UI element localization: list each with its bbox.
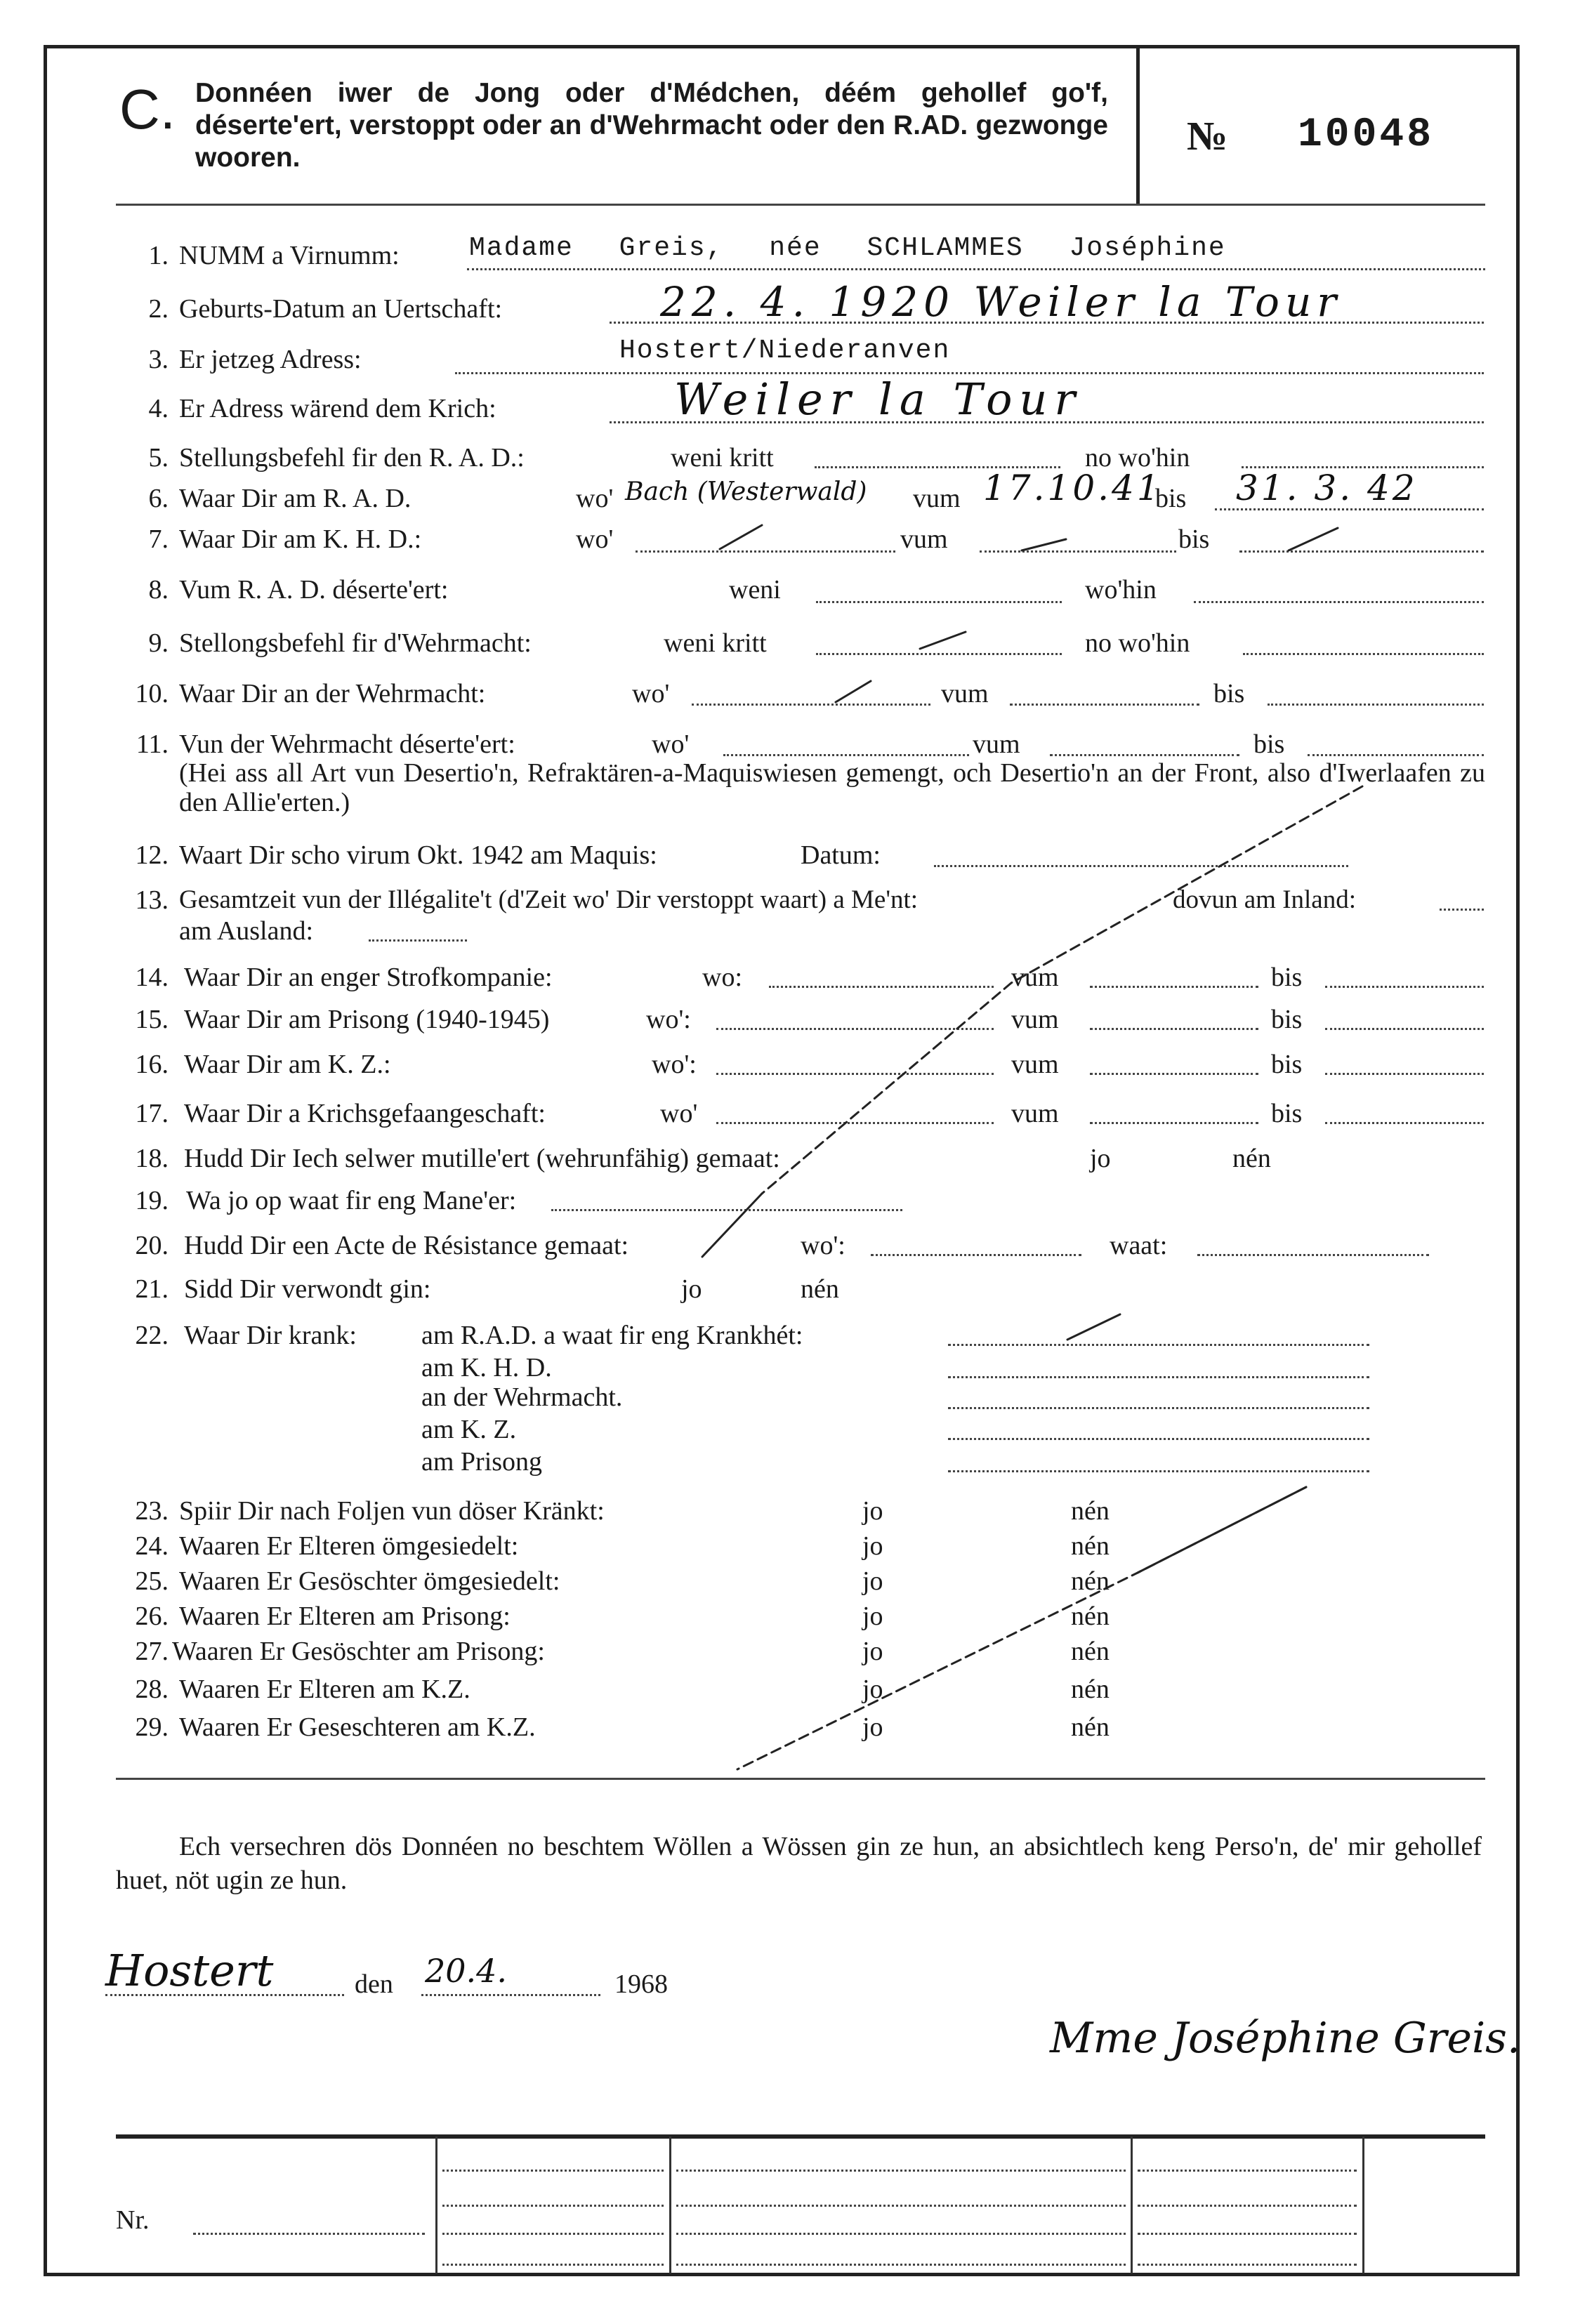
- option-no[interactable]: nén: [1071, 1496, 1110, 1526]
- field-label: Waar Dir an enger Strofkompanie:: [184, 963, 553, 992]
- field-number: 8.: [148, 575, 169, 605]
- field-label: Waaren Er Gesöschter am Prisong:: [172, 1637, 545, 1666]
- option-yes[interactable]: jo: [862, 1637, 883, 1666]
- field-label: Waar Dir krank:: [184, 1321, 357, 1350]
- sub-label: wo': [576, 524, 614, 554]
- option-no[interactable]: nén: [1071, 1637, 1110, 1666]
- field-label: Spiir Dir nach Foljen vun döser Kränkt:: [179, 1496, 605, 1526]
- field-label: Sidd Dir verwondt gin:: [184, 1274, 431, 1304]
- field-label: Waaren Er Elteren am Prisong:: [179, 1602, 511, 1631]
- signature[interactable]: Mme Joséphine Greis.: [1050, 2014, 1521, 2063]
- sub-label: am K. H. D.: [421, 1353, 552, 1382]
- sub-label: weni: [729, 575, 781, 605]
- field-label-address: Er jetzeg Adress:: [179, 345, 362, 374]
- signature-year: 1968: [614, 1969, 668, 1999]
- sub-label: vum: [941, 679, 989, 708]
- sub-label: wo':: [801, 1231, 845, 1260]
- sub-label: wo'hin: [1085, 575, 1157, 605]
- sub-label: dovun am Inland:: [1173, 885, 1357, 914]
- option-no[interactable]: nén: [1071, 1712, 1110, 1742]
- sub-label: bis: [1271, 1050, 1303, 1079]
- section-letter: C.: [119, 78, 176, 140]
- sub-label: wo': [576, 484, 614, 513]
- sub-label: vum: [1011, 963, 1059, 992]
- field-number: 24.: [135, 1531, 169, 1561]
- field-line: [676, 2205, 1126, 2207]
- field-number: 11.: [136, 729, 169, 759]
- sub-label: wo':: [646, 1005, 691, 1034]
- field-number: 23.: [135, 1496, 169, 1526]
- strike-line: [1138, 1487, 1306, 1573]
- sub-label: wo': [652, 729, 690, 759]
- field-label: Wa jo op waat fir eng Mane'er:: [186, 1186, 517, 1215]
- option-yes[interactable]: jo: [862, 1566, 883, 1596]
- sub-label: am R.A.D. a waat fir eng Krankhét:: [421, 1321, 803, 1350]
- sub-label: wo': [632, 679, 670, 708]
- field-label: Stellungsbefehl fir den R. A. D.:: [179, 443, 525, 473]
- den-label: den: [355, 1969, 393, 1999]
- sub-label: bis: [1213, 679, 1245, 708]
- field-label: Waaren Er Gesöschter ömgesiedelt:: [179, 1566, 560, 1596]
- option-yes[interactable]: jo: [681, 1274, 702, 1304]
- field-number: 10.: [135, 679, 169, 708]
- sub-label: wo': [660, 1099, 698, 1128]
- footer-divider: [435, 2137, 437, 2273]
- field-label: Waar Dir am Prisong (1940-1945): [184, 1005, 550, 1034]
- signature-date[interactable]: 20.4.: [425, 1952, 508, 1990]
- option-no[interactable]: nén: [801, 1274, 839, 1304]
- option-no[interactable]: nén: [1071, 1531, 1110, 1561]
- field-number: 7.: [148, 524, 169, 554]
- field-line: [442, 2170, 664, 2172]
- sub-label: vum: [1011, 1005, 1059, 1034]
- field-number: 19.: [135, 1186, 169, 1215]
- field-number: 20.: [135, 1231, 169, 1260]
- field-label: Waar Dir am R. A. D.: [179, 484, 412, 513]
- nr-label: Nr.: [116, 2205, 150, 2235]
- option-no[interactable]: nén: [1232, 1144, 1271, 1173]
- rad-from-value[interactable]: 17.10.41: [983, 468, 1162, 508]
- field-label: Waar Dir am K. Z.:: [184, 1050, 391, 1079]
- field-number: 3.: [148, 345, 169, 374]
- option-yes[interactable]: jo: [862, 1675, 883, 1704]
- strike-line: [702, 1194, 762, 1257]
- field-label: Vum R. A. D. déserte'ert:: [179, 575, 449, 605]
- sub-label: wo':: [652, 1050, 697, 1079]
- sub-label: weni kritt: [664, 628, 767, 658]
- footer-divider: [1362, 2137, 1364, 2273]
- option-no[interactable]: nén: [1071, 1602, 1110, 1631]
- field-line: [105, 1994, 344, 1996]
- field-number: 28.: [135, 1675, 169, 1704]
- sub-label: bis: [1271, 1005, 1303, 1034]
- field-line: [421, 1994, 600, 1996]
- strike-mark: [720, 525, 762, 549]
- form-number: 10048: [1298, 112, 1435, 158]
- footer-rule: [116, 2134, 1485, 2139]
- field-label: Hudd Dir een Acte de Résistance gemaat:: [184, 1231, 629, 1260]
- birth-value[interactable]: 22. 4. 1920 Weiler la Tour: [660, 278, 1343, 326]
- name-value[interactable]: Madame Greis, née SCHLAMMES Joséphine: [469, 233, 1226, 263]
- sub-label: vum: [973, 729, 1020, 759]
- field-number: 26.: [135, 1602, 169, 1631]
- sub-label: bis: [1178, 524, 1210, 554]
- sub-label: vum: [1011, 1099, 1059, 1128]
- footer-divider: [1131, 2137, 1133, 2273]
- strike-mark: [1289, 528, 1338, 550]
- field-number: 25.: [135, 1566, 169, 1596]
- field-label: Waaren Er Geseschteren am K.Z.: [179, 1712, 536, 1742]
- field-label: Waaren Er Elteren am K.Z.: [179, 1675, 470, 1704]
- field-label-war-address: Er Adress wärend dem Krich:: [179, 394, 496, 423]
- field-number: 16.: [135, 1050, 169, 1079]
- option-no[interactable]: nén: [1071, 1566, 1110, 1596]
- field-label: Stellongsbefehl fir d'Wehrmacht:: [179, 628, 532, 658]
- sub-label: no wo'hin: [1085, 443, 1190, 473]
- field-number: 2.: [148, 294, 169, 324]
- address-value[interactable]: Hostert/Niederanven: [619, 336, 951, 366]
- field-label: Vun der Wehrmacht déserte'ert:: [179, 729, 515, 759]
- field-number: 1.: [148, 241, 169, 270]
- sub-label: am Ausland:: [179, 916, 314, 946]
- option-yes[interactable]: jo: [1090, 1144, 1111, 1173]
- field-number: 5.: [148, 443, 169, 473]
- sub-label: no wo'hin: [1085, 628, 1190, 658]
- field-number: 15.: [135, 1005, 169, 1034]
- field-number: 14.: [135, 963, 169, 992]
- sub-label: vum: [913, 484, 961, 513]
- field-number: 18.: [135, 1144, 169, 1173]
- strike-line: [762, 786, 1362, 1194]
- field-line: [676, 2233, 1126, 2235]
- field-label: Hudd Dir Iech selwer mutille'ert (wehrunfähig) gemaat:: [184, 1144, 780, 1173]
- field-line: [676, 2264, 1126, 2266]
- rad-where-value[interactable]: Bach (Westerwald): [625, 477, 867, 506]
- field-line: [1138, 2205, 1357, 2207]
- declaration-text: Ech versechren dös Donnéen no beschtem Wöllen a Wössen gin ze hun, an absichtlech keng Perso'n, de' mir gehollef huet, nöt ugin ze hun.: [116, 1832, 1482, 1895]
- sub-label: an der Wehrmacht.: [421, 1382, 623, 1412]
- sub-label: bis: [1155, 484, 1187, 513]
- field-line: [1138, 2264, 1357, 2266]
- sub-label: am Prisong: [421, 1447, 543, 1477]
- field-label: Gesamtzeit vun der Illégalite't (d'Zeit wo' Dir verstoppt waart) a Me'nt:: [179, 885, 919, 914]
- field-label: Waar Dir am K. H. D.:: [179, 524, 422, 554]
- strike-mark: [1067, 1314, 1120, 1340]
- field-line: [442, 2205, 664, 2207]
- field-label: Waar Dir a Krichsgefaangeschaft:: [184, 1099, 546, 1128]
- footer-divider: [669, 2137, 671, 2273]
- sub-label: am K. Z.: [421, 1415, 517, 1444]
- sub-label: bis: [1253, 729, 1285, 759]
- sub-label: vum: [1011, 1050, 1059, 1079]
- field-number: 6.: [148, 484, 169, 513]
- signature-place[interactable]: Hostert: [105, 1945, 274, 1996]
- number-sign: №: [1187, 113, 1228, 159]
- field-number: 21.: [135, 1274, 169, 1304]
- field-number: 29.: [135, 1712, 169, 1742]
- nr-field[interactable]: [193, 2233, 425, 2235]
- option-yes[interactable]: jo: [862, 1531, 883, 1561]
- form-title: Donnéen iwer de Jong oder d'Médchen, déém gehollef go'f, déserte'ert, verstoppt oder an d'Wehrmacht oder den R.AD. gezwonge wooren.: [195, 78, 1108, 173]
- option-yes[interactable]: jo: [862, 1496, 883, 1526]
- sub-label: weni kritt: [671, 443, 774, 473]
- strike-mark: [836, 681, 871, 702]
- field-number: 12.: [135, 840, 169, 870]
- field-label: Waar Dir an der Wehrmacht:: [179, 679, 486, 708]
- field-number: 17.: [135, 1099, 169, 1128]
- field-line: [442, 2264, 664, 2266]
- field-number: 22.: [135, 1321, 169, 1350]
- section-rule: [116, 1778, 1485, 1780]
- war-address-value[interactable]: Weiler la Tour: [674, 374, 1082, 425]
- option-yes[interactable]: jo: [862, 1602, 883, 1631]
- field-line: [442, 2233, 664, 2235]
- field-label-birth: Geburts-Datum an Uertschaft:: [179, 294, 503, 324]
- option-yes[interactable]: jo: [862, 1712, 883, 1742]
- sub-label: bis: [1271, 1099, 1303, 1128]
- sub-label: wo:: [702, 963, 742, 992]
- option-no[interactable]: nén: [1071, 1675, 1110, 1704]
- field-label: Waart Dir scho virum Okt. 1942 am Maquis:: [179, 840, 657, 870]
- sub-label: vum: [900, 524, 948, 554]
- rad-to-value[interactable]: 31. 3. 42: [1236, 468, 1418, 508]
- field-number: 27.: [135, 1637, 169, 1666]
- strike-mark: [1022, 539, 1066, 550]
- field-number: 13.: [135, 885, 169, 915]
- field-line: [1138, 2233, 1357, 2235]
- field-line: [1138, 2170, 1357, 2172]
- field-label-name: NUMM a Virnumm:: [179, 241, 400, 270]
- field-number: 4.: [148, 394, 169, 423]
- field-number: 9.: [148, 628, 169, 658]
- field-label: Waaren Er Elteren ömgesiedelt:: [179, 1531, 519, 1561]
- sub-label: waat:: [1110, 1231, 1168, 1260]
- sub-label: bis: [1271, 963, 1303, 992]
- sub-label: Datum:: [801, 840, 881, 870]
- field-line: [676, 2170, 1126, 2172]
- desertion-note: (Hei ass all Art vun Desertio'n, Refraktären-a-Maquiswiesen gemengt, och Desertio'n an der Front, also d'Iwerlaafen zu den Allie'erten.): [179, 758, 1485, 817]
- strike-mark: [920, 632, 966, 649]
